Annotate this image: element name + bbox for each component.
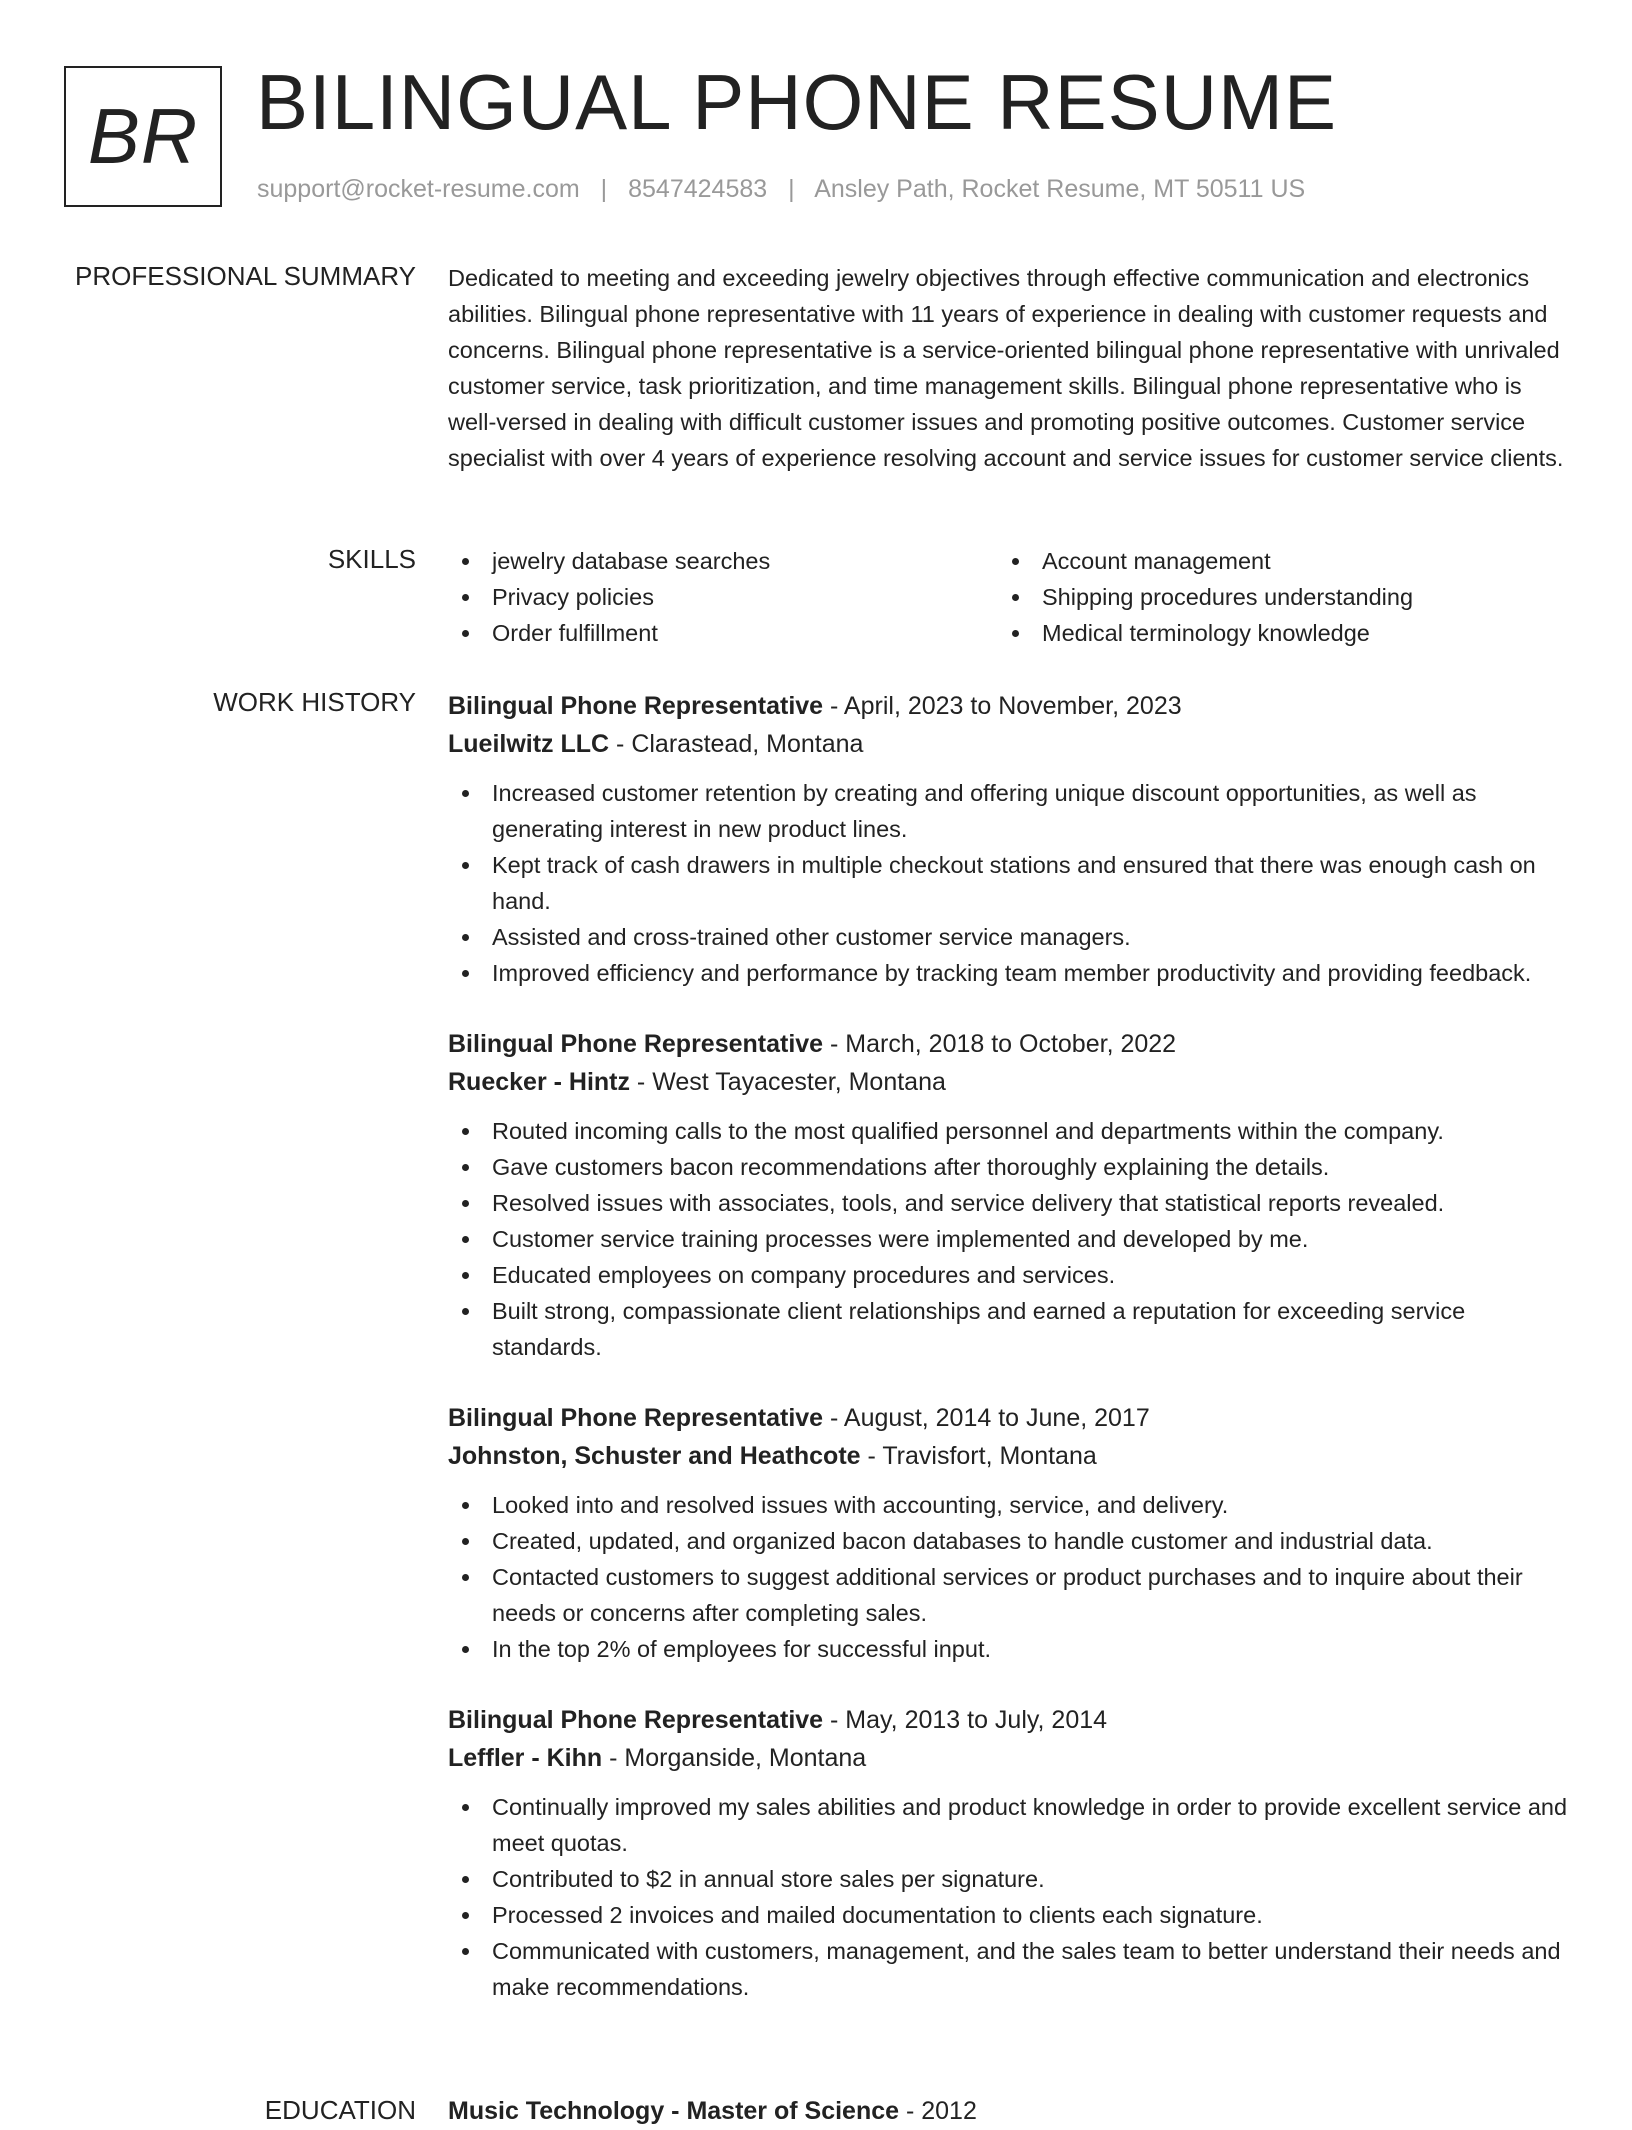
- skill-item: Privacy policies: [448, 579, 998, 615]
- skill-item: Shipping procedures understanding: [998, 579, 1558, 615]
- job-location: - Morganside, Montana: [602, 1744, 867, 1772]
- job-title: Bilingual Phone Representative: [448, 1706, 824, 1734]
- job-title: Bilingual Phone Representative: [448, 1030, 824, 1058]
- job-duty: Built strong, compassionate client relationships and earned a reputation for exceeding service standards.: [448, 1293, 1568, 1365]
- job-duty: Created, updated, and organized bacon databases to handle customer and industrial data.: [448, 1523, 1568, 1559]
- skill-item: Account management: [998, 543, 1558, 579]
- job-location: - Clarastead, Montana: [609, 730, 864, 758]
- job-entry: [448, 1025, 1568, 1365]
- job-dates: - April, 2023 to November, 2023: [823, 692, 1182, 720]
- job-duties: [448, 1789, 1568, 2005]
- job-dates: - March, 2018 to October, 2022: [823, 1030, 1177, 1058]
- job-company-line: [448, 1437, 1568, 1475]
- skills-list: [448, 543, 1568, 651]
- skill-item: Medical terminology knowledge: [998, 615, 1558, 651]
- job-duty: Assisted and cross-trained other customer service managers.: [448, 919, 1568, 955]
- contact-address: Ansley Path, Rocket Resume, MT 50511 US: [814, 175, 1306, 203]
- job-duty: Looked into and resolved issues with accounting, service, and delivery.: [448, 1487, 1568, 1523]
- skill-item: Order fulfillment: [448, 615, 998, 651]
- job-duty: Continually improved my sales abilities and product knowledge in order to provide excellent service and meet quotas.: [448, 1789, 1568, 1861]
- job-location: - West Tayacester, Montana: [629, 1068, 946, 1096]
- skill-item: jewelry database searches: [448, 543, 998, 579]
- resume-title: BILINGUAL PHONE RESUME: [256, 58, 1338, 146]
- contact-separator: |: [788, 175, 795, 203]
- job-entry: [448, 1701, 1568, 2005]
- monogram-box: [64, 66, 222, 207]
- job-duty: Routed incoming calls to the most qualified personnel and departments within the company.: [448, 1113, 1568, 1149]
- job-entry: [448, 687, 1568, 991]
- education-heading: EDUCATION: [264, 2095, 416, 2125]
- job-duty: Communicated with customers, management, and the sales team to better understand their needs and make recommendations.: [448, 1933, 1568, 2005]
- contact-phone: 8547424583: [628, 175, 768, 203]
- job-location: - Travisfort, Montana: [860, 1442, 1097, 1470]
- contact-separator: |: [600, 175, 608, 203]
- skills-column-right: [998, 543, 1558, 651]
- job-title-line: [448, 1399, 1568, 1437]
- job-title-line: [448, 1701, 1568, 1739]
- education-year: - 2012: [899, 2097, 977, 2125]
- job-title: Bilingual Phone Representative: [448, 1404, 824, 1432]
- monogram-initials: BR: [87, 92, 199, 180]
- job-company-line: [448, 725, 1568, 763]
- education-line: [448, 2092, 977, 2130]
- job-title-line: [448, 1025, 1568, 1063]
- job-duty: Processed 2 invoices and mailed documentation to clients each signature.: [448, 1897, 1568, 1933]
- job-dates: - May, 2013 to July, 2014: [823, 1706, 1108, 1734]
- job-duty: Gave customers bacon recommendations after thoroughly explaining the details.: [448, 1149, 1568, 1185]
- job-company: Ruecker - Hintz: [448, 1068, 630, 1096]
- job-duty: Resolved issues with associates, tools, and service delivery that statistical reports revealed.: [448, 1185, 1568, 1221]
- summary-text: Dedicated to meeting and exceeding jewelry objectives through effective communication and electronics abilities. Bilingual phone representative with 11 years of experience in dealing with customer requests and concerns. Bilingual phone representative is a service-oriented bilingual phone representative with unrivaled customer service, task prioritization, and time management skills. Bilingual phone representative who is well-versed in dealing with difficult customer issues and promoting positive outcomes. Customer service specialist with over 4 years of experience resolving account and service issues for customer service clients.: [448, 265, 1564, 471]
- skills-heading: SKILLS: [327, 544, 416, 574]
- job-duties: [448, 775, 1568, 991]
- contact-line: [257, 175, 1305, 204]
- job-company-line: [448, 1063, 1568, 1101]
- job-company: Leffler - Kihn: [448, 1744, 603, 1772]
- job-duties: [448, 1487, 1568, 1667]
- job-duty: Kept track of cash drawers in multiple checkout stations and ensured that there was enough cash on hand.: [448, 847, 1568, 919]
- job-company: Johnston, Schuster and Heathcote: [448, 1442, 861, 1470]
- job-duty: Customer service training processes were implemented and developed by me.: [448, 1221, 1568, 1257]
- summary-heading: PROFESSIONAL SUMMARY: [75, 261, 416, 291]
- work-history-list: [448, 687, 1568, 2039]
- job-duty: In the top 2% of employees for successful input.: [448, 1631, 1568, 1667]
- contact-email: support@rocket-resume.com: [257, 175, 580, 203]
- job-company-line: [448, 1739, 1568, 1777]
- job-title: Bilingual Phone Representative: [448, 692, 824, 720]
- job-title-line: [448, 687, 1568, 725]
- education-degree: Music Technology - Master of Science: [448, 2097, 900, 2125]
- job-duty: Educated employees on company procedures and services.: [448, 1257, 1568, 1293]
- skills-column-left: [448, 543, 998, 651]
- job-duty: Improved efficiency and performance by tracking team member productivity and providing feedback.: [448, 955, 1568, 991]
- job-duty: Contributed to $2 in annual store sales per signature.: [448, 1861, 1568, 1897]
- job-duty: Increased customer retention by creating and offering unique discount opportunities, as well as generating interest in new product lines.: [448, 775, 1568, 847]
- job-dates: - August, 2014 to June, 2017: [823, 1404, 1150, 1432]
- job-duty: Contacted customers to suggest additional services or product purchases and to inquire about their needs or concerns after completing sales.: [448, 1559, 1568, 1631]
- work-history-heading: WORK HISTORY: [213, 687, 416, 717]
- job-duties: [448, 1113, 1568, 1365]
- job-entry: [448, 1399, 1568, 1667]
- job-company: Lueilwitz LLC: [448, 730, 610, 758]
